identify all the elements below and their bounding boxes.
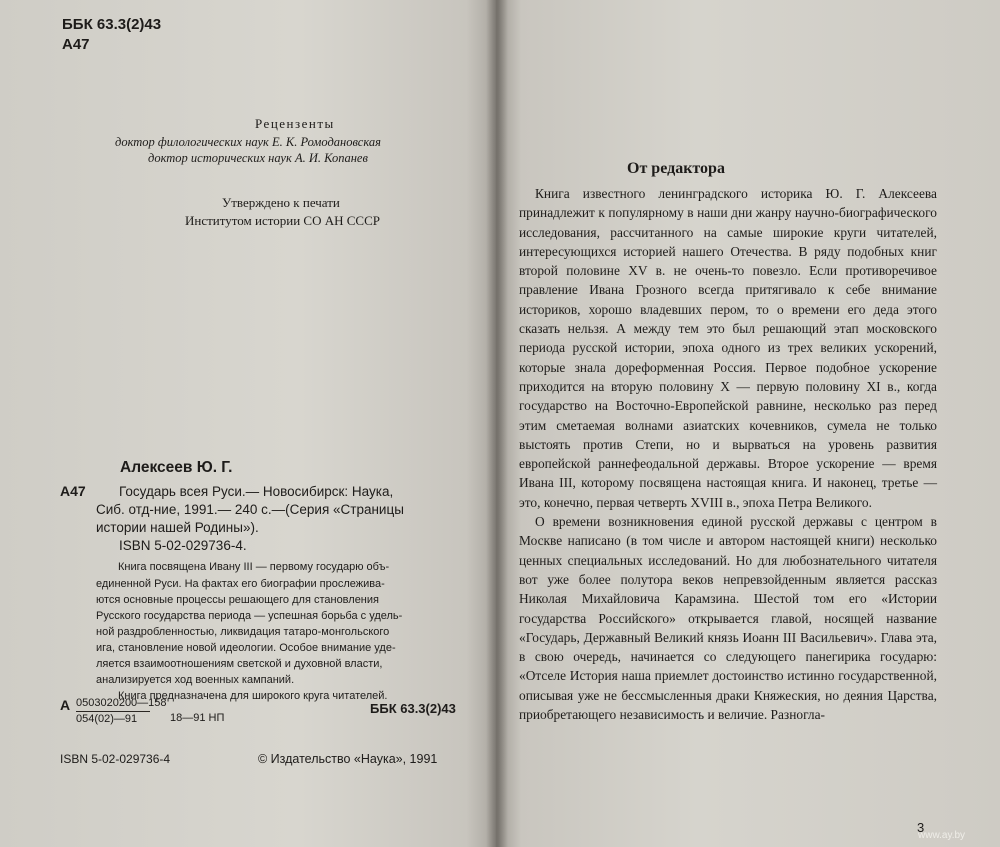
body-paragraph: О времени возникновения единой русской державы с центром в Москве написано (в том числе и автором настоящей книги) несколько ценных специальных исследований. Но для любознательного читателя вот уже более полутора веков непревзойденным является рассказ Николая Михайловича Карамзина. Шестой том его «Истории государства Российского» открывается главой, носящей название «Государь, Державный Великий князь Иоанн III Васильевич». Глава эта, в свою очередь, начинается со следующего панегирика государю: «Отселе История наша приемлет достоинство истинно государственной, описывая уже не бессмысленныя драки Княжеския, но деяния Царства, приобретающего независимость и величие. Разногла- xyxy=(519,514,937,723)
annotation-line: Книга посвящена Ивану III — первому государю объ- xyxy=(118,561,390,573)
bibliographic-line: Государь всея Руси.— Новосибирск: Наука, xyxy=(119,484,394,499)
annotation-line: Книга предназначена для широкого круга читателей. xyxy=(118,690,388,702)
page-number: 3 xyxy=(917,820,925,835)
isbn: ISBN 5-02-029736-4 xyxy=(60,752,171,766)
annotation-line: ига, становление новой идеологии. Особое внимание уде- xyxy=(96,642,396,654)
left-page xyxy=(0,0,496,847)
body-paragraph: Книга известного ленинградского историка Ю. Г. Алексеева принадлежит к популярному в наши дни жанру научно-биографического исследования, рассчитанного на самые широкие круги читателей, интересующихся историей нашего Отечества. В ряду подобных книг второй половине XV в. не очень-то повезло. Если противоречивое правление Ивана Грозного всегда притягивало к себе внимание историков, хорошо владевших пером, то о времени его деда этого сказать нельзя. А между тем это был решающий этап московского периода русской истории, эпоха одного из трех великих ускорений, которые знала дореформенная Россия. Первое подобное ускорение приходится на вторую половину X — первую половину XI в., когда государство на Восточно-Европейской равнине, несколько раз перед этим сметаемая волнами азиатских кочевников, сумела не только выстоять против Степи, но и вырваться на уровень развития европейской раннефеодальной державы. Второе ускорение — время Ивана III, которому посвящена настоящая книга. И наконец, третье — это, конечно, первая четверть XVIII в., эпоха Петра Великого. xyxy=(519,186,937,510)
fraction-line xyxy=(76,711,150,712)
annotation-line: Русского государства периода — успешная борьба с удель- xyxy=(96,610,403,622)
author-index-top: А47 xyxy=(62,36,90,53)
bbk-code-bottom: ББК 63.3(2)43 xyxy=(370,701,456,716)
approval-line: Утверждено к печати xyxy=(222,195,340,210)
bibliographic-line: истории нашей Родины»). xyxy=(96,520,259,535)
site-watermark: www.ay.by xyxy=(918,830,966,841)
annotation-line: анализируется ход военных кампаний. xyxy=(96,674,295,686)
publisher-code-suffix: 18—91 НП xyxy=(170,712,225,724)
publisher-code-numerator: 0503020200—158 xyxy=(76,697,167,709)
editor-foreword xyxy=(519,184,937,724)
annotation-line: ются основные процессы решающего для становления xyxy=(96,594,379,606)
section-heading: От редактора xyxy=(627,160,725,177)
book-gutter xyxy=(486,0,508,847)
annotation-line: ляется взаимоотношениям светской и духовной власти, xyxy=(96,658,383,670)
annotation-line: ной раздробленностью, ликвидация татаро-монгольского xyxy=(96,626,390,638)
approval-line: Институтом истории СО АН СССР xyxy=(185,213,380,228)
bbk-code-top: ББК 63.3(2)43 xyxy=(62,16,162,33)
author-name: Алексеев Ю. Г. xyxy=(120,459,233,476)
copyright-notice: © Издательство «Наука», 1991 xyxy=(258,752,438,766)
bibliographic-line: ISBN 5-02-029736-4. xyxy=(119,538,247,553)
reviewer-line: доктор исторических наук А. И. Копанев xyxy=(148,151,368,165)
bibliographic-line: Сиб. отд-ние, 1991.— 240 с.—(Серия «Страницы xyxy=(96,502,404,517)
publisher-code-letter: А xyxy=(60,697,71,713)
reviewer-line: доктор филологических наук Е. К. Ромодановская xyxy=(115,135,381,149)
publisher-code-denominator: 054(02)—91 xyxy=(76,713,138,725)
author-index: А47 xyxy=(60,483,86,499)
annotation-line: единенной Руси. На фактах его биографии прослежива- xyxy=(96,578,385,590)
reviewers-heading: Рецензенты xyxy=(255,116,335,131)
